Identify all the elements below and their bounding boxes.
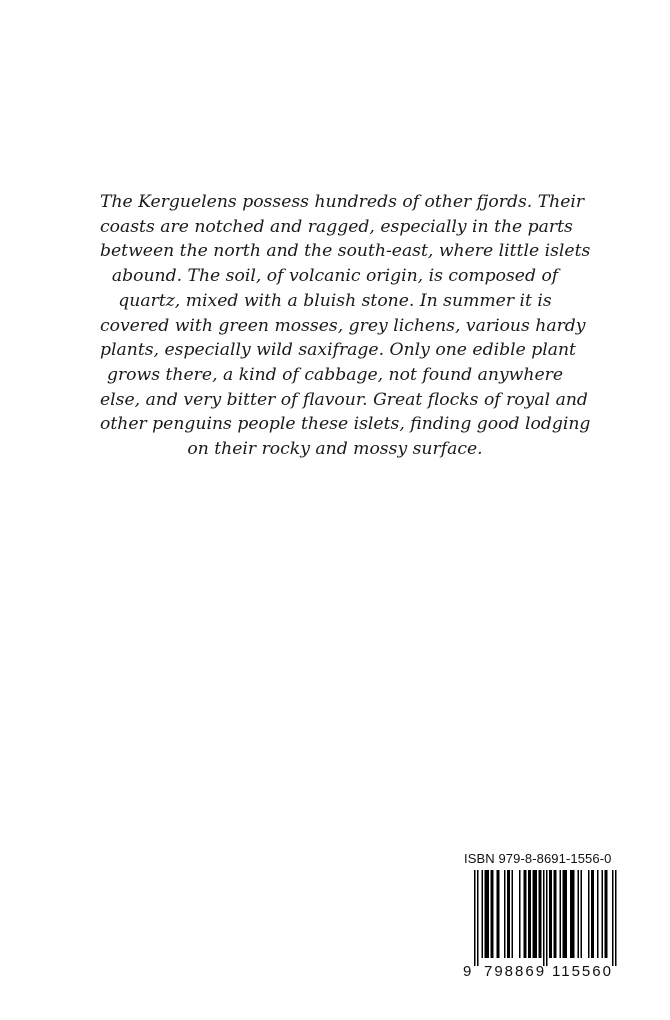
isbn-barcode-box (460, 848, 630, 988)
barcode-digits-left: 798869 (484, 963, 547, 980)
barcode-bar (539, 870, 542, 958)
barcode-bar (519, 870, 521, 958)
barcode-bar (588, 870, 590, 958)
barcode-bar (507, 870, 510, 958)
barcode-bar (528, 870, 531, 958)
barcode-bars (460, 870, 630, 968)
barcode-bar (602, 870, 604, 958)
blurb-line: covered with green mosses, grey lichens, various hardy (100, 315, 586, 336)
barcode-guard-bar (612, 870, 614, 966)
blurb-line: grows there, a kind of cabbage, not found anywhere (106, 364, 564, 385)
barcode-bar (570, 870, 575, 958)
barcode-bar (578, 870, 580, 958)
blurb-line: The Kerguelens possess hundreds of other fjords. Their (100, 192, 585, 212)
barcode-guard-bar (477, 870, 479, 966)
barcode-guard-bar (474, 870, 476, 966)
barcode-bar (504, 870, 506, 958)
blurb-line: coasts are notched and ragged, especially in the parts (100, 216, 573, 237)
barcode-bar (597, 870, 599, 958)
blurb-line: on their rocky and mossy surface. (187, 439, 483, 460)
barcode-bar (533, 870, 538, 958)
barcode-bar (524, 870, 527, 958)
barcode-guard-bar (615, 870, 617, 966)
barcode-bar (512, 870, 514, 958)
barcode-bar (485, 870, 490, 958)
blurb-line: else, and very bitter of flavour. Great flocks of royal and (100, 389, 588, 410)
blurb-line: quartz, mixed with a bluish stone. In summer it is (118, 290, 552, 311)
barcode-bar (563, 870, 568, 958)
barcode-digit-first: 9 (463, 963, 474, 980)
blurb-line: plants, especially wild saxifrage. Only one edible plant (100, 340, 576, 361)
blurb-line: abound. The soil, of volcanic origin, is composed of (111, 266, 559, 287)
blurb-line: other penguins people these islets, finding good lodging (100, 414, 591, 435)
barcode-bar (491, 870, 494, 958)
blurb-line: between the north and the south-east, where little islets (100, 241, 591, 262)
barcode-digits-right: 115560 (552, 963, 613, 980)
barcode-bar (605, 870, 608, 958)
barcode-bar (482, 870, 484, 958)
barcode-guard-bar (543, 870, 545, 966)
barcode-bar (560, 870, 562, 958)
barcode-bar (554, 870, 557, 958)
barcode-bar (581, 870, 583, 958)
barcode-bar (591, 870, 594, 958)
isbn-label: ISBN 979-8-8691-1556-0 (464, 851, 612, 866)
barcode-bar (497, 870, 500, 958)
back-cover-blurb (100, 190, 591, 462)
barcode-bar (549, 870, 552, 958)
barcode-guard-bar (546, 870, 548, 966)
